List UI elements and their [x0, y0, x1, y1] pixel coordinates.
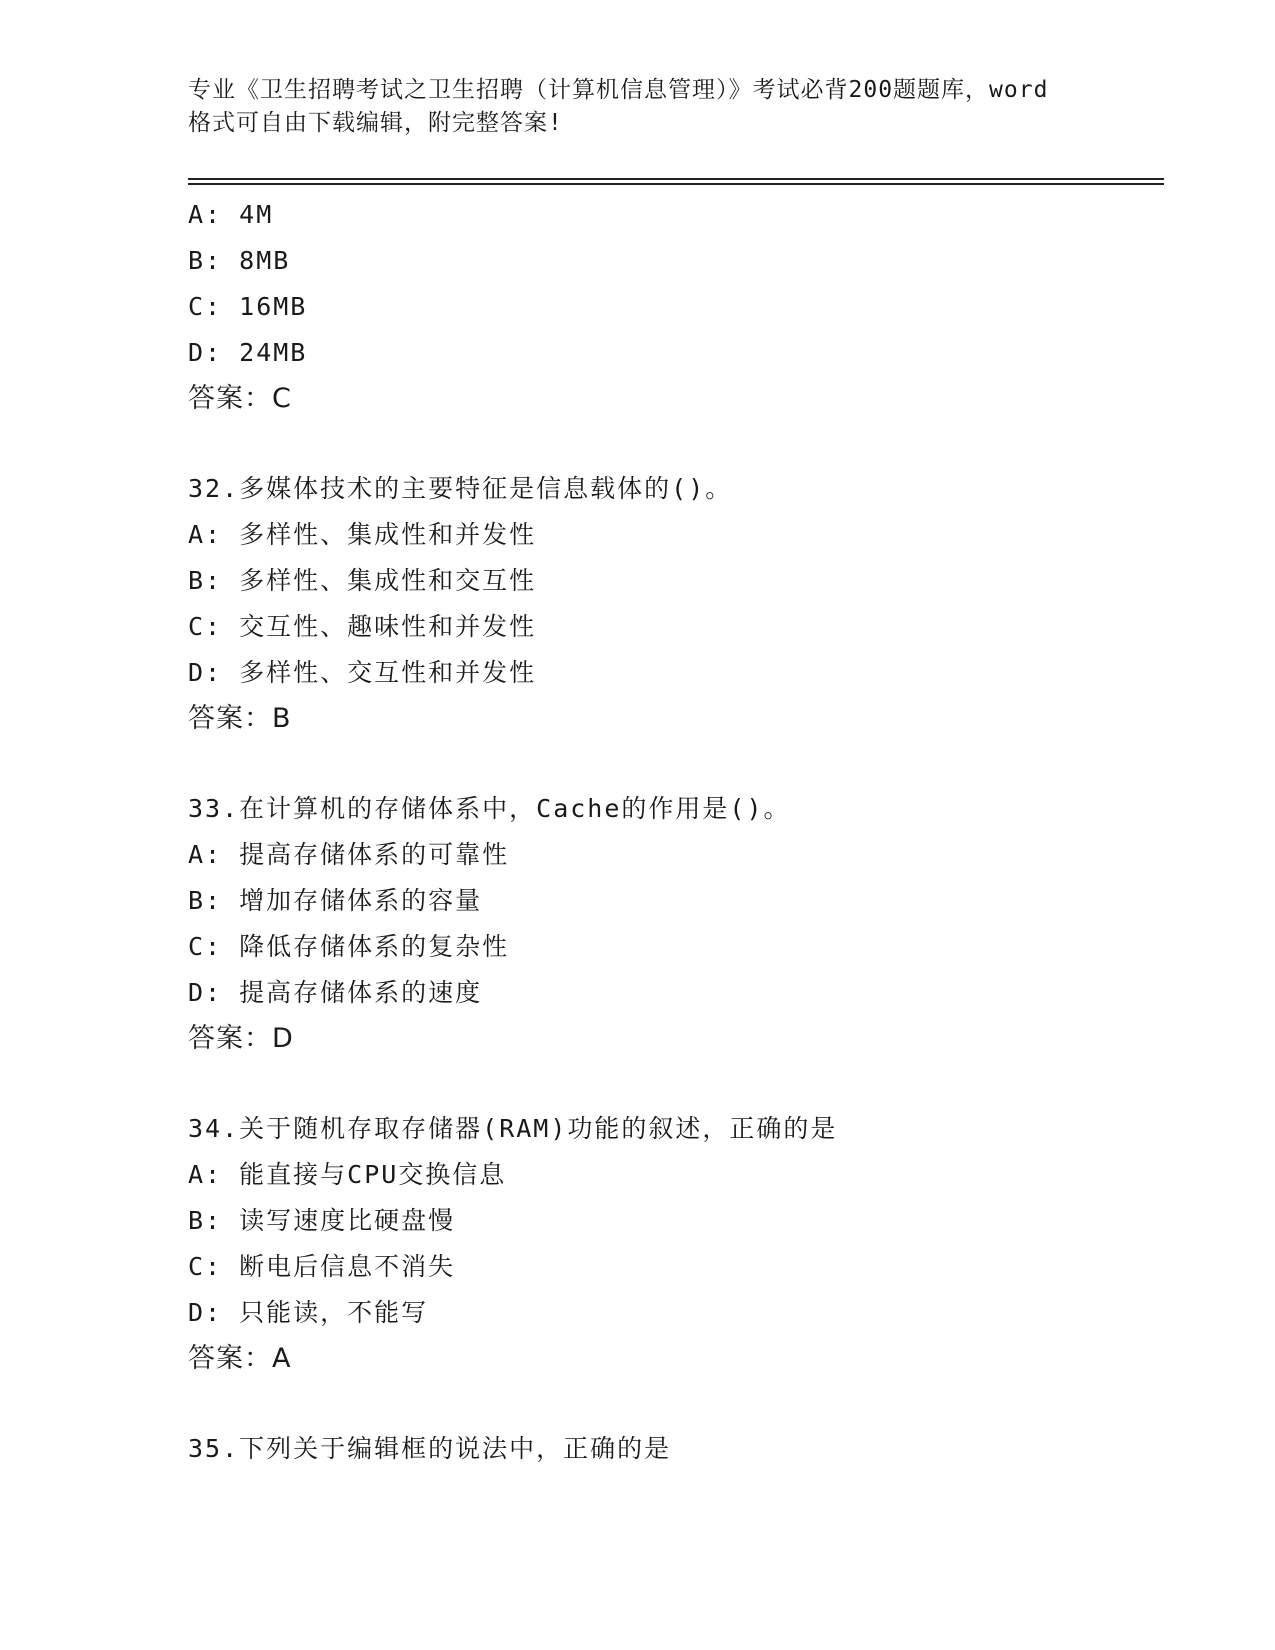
option-d: D: 多样性、交互性和并发性: [188, 658, 537, 687]
header-line-2: 格式可自由下载编辑，附完整答案!: [188, 110, 563, 136]
header-line-1: 专业《卫生招聘考试之卫生招聘（计算机信息管理）》考试必背200题题库，word: [188, 77, 1049, 103]
answer: 答案：D: [188, 1023, 294, 1054]
option-a: A: 提高存储体系的可靠性: [188, 840, 510, 869]
header-divider-bottom: [188, 183, 1164, 185]
document-header: [188, 74, 1108, 140]
question-stem: 33.在计算机的存储体系中，Cache的作用是()。: [188, 794, 791, 823]
answer: 答案：C: [188, 383, 292, 414]
question-stem: 34.关于随机存取存储器(RAM)功能的叙述，正确的是: [188, 1114, 838, 1143]
question-block-33: [188, 786, 1164, 1062]
answer: 答案：A: [188, 1343, 292, 1374]
header-divider-top: [188, 178, 1164, 180]
question-block-32: [188, 466, 1164, 742]
option-c: C: 交互性、趣味性和并发性: [188, 612, 537, 641]
option-c: C: 断电后信息不消失: [188, 1252, 456, 1281]
option-c: C: 16MB: [188, 292, 308, 321]
answer: 答案：B: [188, 703, 292, 734]
question-block-35: [188, 1426, 1164, 1472]
question-block-34: [188, 1106, 1164, 1382]
option-b: B: 读写速度比硬盘慢: [188, 1206, 456, 1235]
option-b: B: 增加存储体系的容量: [188, 886, 483, 915]
option-b: B: 8MB: [188, 246, 291, 275]
option-c: C: 降低存储体系的复杂性: [188, 932, 510, 961]
option-a: A: 多样性、集成性和并发性: [188, 520, 537, 549]
option-d: D: 只能读，不能写: [188, 1298, 429, 1327]
option-a: A: 能直接与CPU交换信息: [188, 1160, 507, 1189]
option-a: A: 4M: [188, 200, 274, 229]
option-d: D: 提高存储体系的速度: [188, 978, 483, 1007]
option-d: D: 24MB: [188, 338, 308, 367]
question-list: [188, 192, 1164, 1472]
question-stem: 35.下列关于编辑框的说法中，正确的是: [188, 1434, 672, 1463]
question-block-31: [188, 192, 1164, 422]
option-b: B: 多样性、集成性和交互性: [188, 566, 537, 595]
question-stem: 32.多媒体技术的主要特征是信息载体的()。: [188, 474, 733, 503]
